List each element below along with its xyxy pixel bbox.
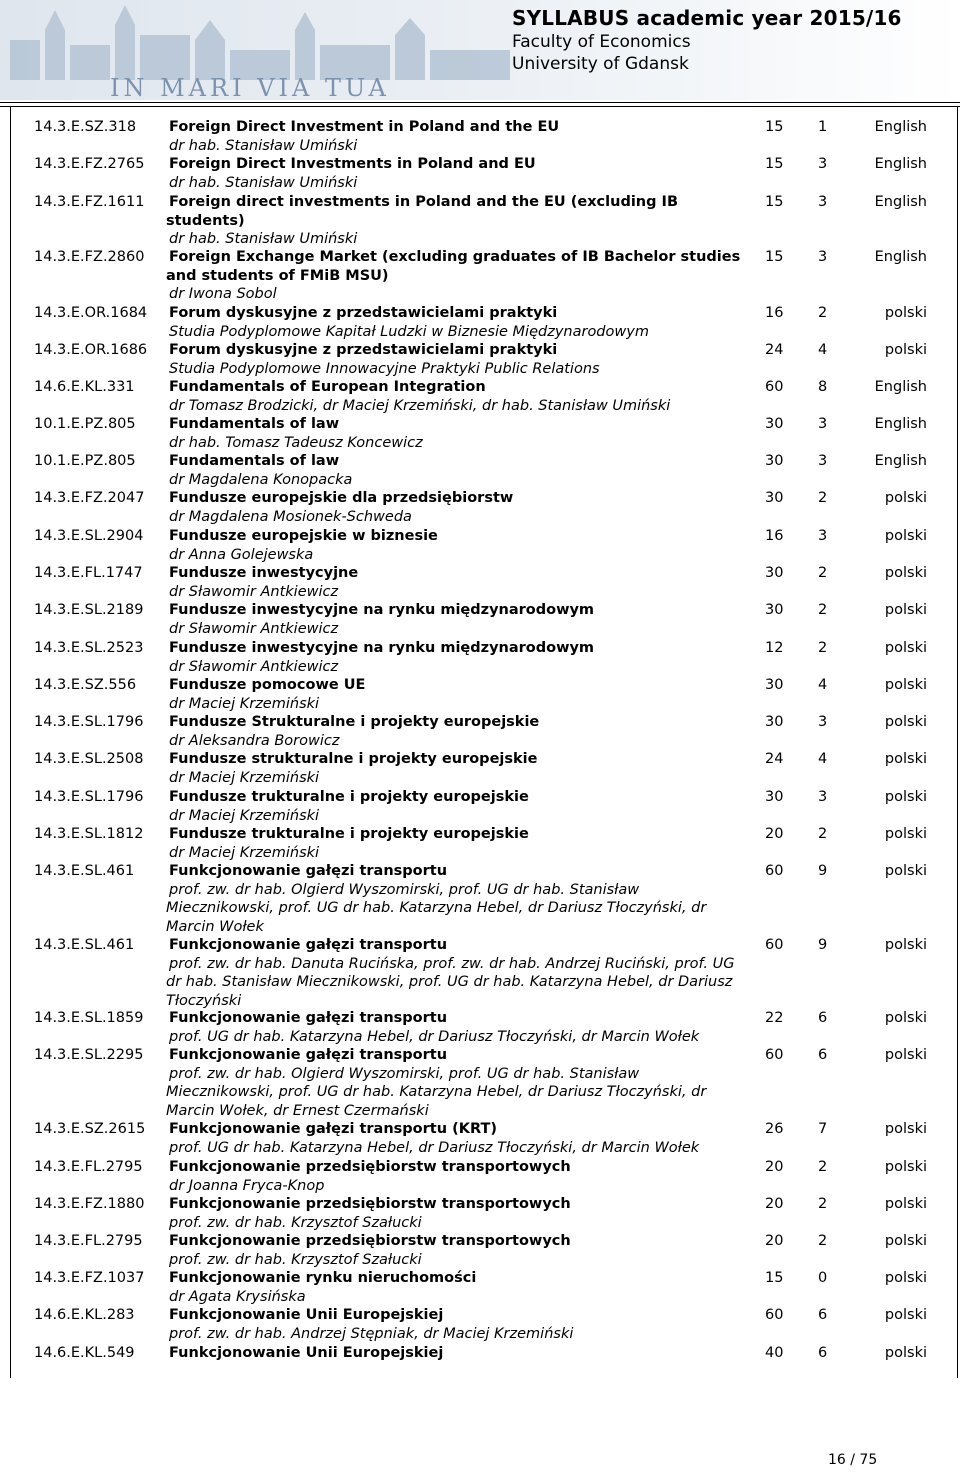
course-hours: 20 [765,1196,784,1212]
course-title: Funkcjonowanie gałęzi transportu [169,1010,448,1026]
course-lecturer: dr Agata Krysińska [169,1288,306,1305]
course-lecturer: dr Tomasz Brodzicki, dr Maciej Krzemiński, dr hab. Stanisław Umiński [169,397,671,414]
course-ects: 2 [818,1233,828,1249]
course-hours: 15 [765,119,784,135]
course-ects: 9 [818,937,828,953]
course-lecturer: prof. UG dr hab. Katarzyna Hebel, dr Dariusz Tłoczyński, dr Marcin Wołek [169,1139,700,1156]
course-title: Funkcjonowanie przedsiębiorstw transportowych [169,1196,571,1212]
course-hours: 20 [765,1233,784,1249]
course-code: 14.3.E.SL.2295 [34,1047,144,1063]
course-code: 14.3.E.SL.1812 [34,826,144,842]
course-title: Forum dyskusyjne z przedstawicielami praktyki [169,305,558,321]
course-code: 10.1.E.PZ.805 [34,453,136,469]
course-hours: 40 [765,1345,784,1361]
course-ects: 3 [818,249,828,265]
course-code: 14.3.E.FZ.1037 [34,1270,145,1286]
course-code: 10.1.E.PZ.805 [34,416,136,432]
course-ects: 0 [818,1270,828,1286]
course-code: 14.3.E.SL.2189 [34,602,144,618]
course-code: 14.3.E.SL.2523 [34,640,144,656]
course-lecturer: dr hab. Tomasz Tadeusz Koncewicz [169,434,423,451]
course-code: 14.3.E.SL.1859 [34,1010,144,1026]
course-language: polski [884,490,927,506]
course-language: polski [884,342,927,358]
course-lecturer: dr Maciej Krzemiński [169,844,320,861]
course-ects: 6 [818,1307,828,1323]
course-lecturer: prof. zw. dr hab. Danuta Rucińska, prof. zw. dr hab. Andrzej Ruciński, prof. UG [169,955,735,972]
course-ects: 3 [818,416,828,432]
course-hours: 30 [765,416,784,432]
course-language: polski [884,751,927,767]
course-title: Fundamentals of law [169,453,340,469]
course-ects: 2 [818,305,828,321]
course-code: 14.3.E.FZ.1880 [34,1196,145,1212]
course-ects: 3 [818,789,828,805]
course-lecturer: dr Maciej Krzemiński [169,769,320,786]
course-lecturer: Tłoczyński [166,992,242,1009]
course-ects: 2 [818,490,828,506]
course-title: Foreign Exchange Market (excluding graduates of IB Bachelor studies [169,249,741,265]
course-lecturer: dr Magdalena Mosionek-Schweda [169,508,412,525]
course-hours: 15 [765,194,784,210]
course-ects: 3 [818,453,828,469]
course-code: 14.3.E.FZ.1611 [34,194,145,210]
course-language: English [874,156,927,172]
course-title: Funkcjonowanie gałęzi transportu (KRT) [169,1121,497,1137]
course-code: 14.3.E.FL.2795 [34,1233,143,1249]
course-ects: 7 [818,1121,828,1137]
course-language: polski [884,1345,927,1361]
course-hours: 30 [765,602,784,618]
course-ects: 3 [818,156,828,172]
course-code: 14.6.E.KL.549 [34,1345,135,1361]
course-hours: 15 [765,156,784,172]
course-title: Fundusze Strukturalne i projekty europejskie [169,714,540,730]
course-ects: 4 [818,751,828,767]
course-hours: 26 [765,1121,784,1137]
course-language: polski [884,937,927,953]
course-lecturer: Marcin Wołek, dr Ernest Czermański [166,1102,429,1119]
course-title: Funkcjonowanie rynku nieruchomości [169,1270,477,1286]
course-hours: 30 [765,565,784,581]
course-ects: 3 [818,528,828,544]
banner-motto: IN MARI VIA TUA [110,74,390,100]
course-language: polski [884,565,927,581]
course-language: polski [884,1233,927,1249]
course-lecturer: Miecznikowski, prof. UG dr hab. Katarzyna Hebel, dr Dariusz Tłoczyński, dr [166,900,707,916]
course-lecturer: dr Magdalena Konopacka [169,471,353,488]
table-right-border [957,106,958,1378]
course-code: 14.3.E.FL.2795 [34,1159,143,1175]
course-title: Fundusze trukturalne i projekty europejskie [169,789,529,805]
course-language: polski [884,863,927,879]
course-hours: 16 [765,528,784,544]
table-left-border [10,106,11,1378]
course-hours: 22 [765,1010,784,1026]
course-hours: 60 [765,863,784,879]
course-ects: 2 [818,1196,828,1212]
course-hours: 20 [765,826,784,842]
course-language: polski [884,305,927,321]
course-hours: 24 [765,751,784,767]
course-title: Funkcjonowanie przedsiębiorstw transportowych [169,1233,571,1249]
course-language: English [874,416,927,432]
course-title: Funkcjonowanie gałęzi transportu [169,1047,448,1063]
course-title: Fundusze europejskie w biznesie [169,528,438,544]
course-hours: 30 [765,490,784,506]
course-ects: 2 [818,826,828,842]
city-skyline-logo [0,0,520,100]
university-name: University of Gdansk [512,54,689,74]
course-language: polski [884,789,927,805]
course-ects: 6 [818,1345,828,1361]
course-title: Foreign Direct Investment in Poland and the EU [169,119,560,135]
course-title: Fundusze europejskie dla przedsiębiorstw [169,490,514,506]
course-hours: 15 [765,249,784,265]
course-lecturer: Marcin Wołek [166,918,264,935]
course-lecturer: Studia Podyplomowe Kapitał Ludzki w Biznesie Międzynarodowym [169,323,649,340]
course-lecturer: prof. zw. dr hab. Olgierd Wyszomirski, prof. UG dr hab. Stanisław [169,1065,640,1082]
course-ects: 3 [818,714,828,730]
course-lecturer: prof. zw. dr hab. Olgierd Wyszomirski, prof. UG dr hab. Stanisław [169,881,640,898]
course-lecturer: prof. zw. dr hab. Andrzej Stępniak, dr Maciej Krzemiński [169,1325,574,1342]
course-ects: 4 [818,677,828,693]
course-code: 14.3.E.FZ.2860 [34,249,145,265]
course-code: 14.3.E.OR.1684 [34,305,148,321]
course-lecturer: prof. UG dr hab. Katarzyna Hebel, dr Dariusz Tłoczyński, dr Marcin Wołek [169,1028,700,1045]
course-title: Fundusze trukturalne i projekty europejskie [169,826,529,842]
course-language: polski [884,1047,927,1063]
course-language: polski [884,1196,927,1212]
course-ects: 9 [818,863,828,879]
course-hours: 30 [765,677,784,693]
course-title: Foreign direct investments in Poland and the EU (excluding IB [169,194,678,210]
faculty-name: Faculty of Economics [512,32,691,52]
course-title: Fundamentals of law [169,416,340,432]
course-title: Foreign Direct Investments in Poland and EU [169,156,536,172]
course-code: 14.3.E.SL.2508 [34,751,144,767]
course-title: Funkcjonowanie gałęzi transportu [169,937,448,953]
course-code: 14.3.E.SZ.2615 [34,1121,146,1137]
course-title: Funkcjonowanie Unii Europejskiej [169,1307,444,1323]
course-language: polski [884,602,927,618]
header-rule-top [0,102,960,103]
course-lecturer: prof. zw. dr hab. Krzysztof Szałucki [169,1214,422,1231]
course-hours: 60 [765,1307,784,1323]
course-language: polski [884,640,927,656]
course-lecturer: dr hab. Stanisław Umiński [169,231,358,247]
course-ects: 2 [818,640,828,656]
course-lecturer: dr Sławomir Antkiewicz [169,620,339,637]
course-language: polski [884,1270,927,1286]
course-ects: 2 [818,565,828,581]
course-title: students) [166,212,245,229]
course-lecturer: dr Iwona Sobol [169,286,277,302]
course-title: Funkcjonowanie przedsiębiorstw transportowych [169,1159,571,1175]
course-language: polski [884,1121,927,1137]
course-lecturer: dr Sławomir Antkiewicz [169,658,339,675]
course-ects: 2 [818,1159,828,1175]
course-lecturer: Miecznikowski, prof. UG dr hab. Katarzyna Hebel, dr Dariusz Tłoczyński, dr [166,1084,707,1100]
course-language: English [874,249,927,265]
course-lecturer: prof. zw. dr hab. Krzysztof Szałucki [169,1251,422,1268]
course-title: Fundusze inwestycyjne na rynku międzynarodowym [169,602,595,618]
course-code: 14.3.E.SL.2904 [34,528,144,544]
course-lecturer: dr Anna Golejewska [169,546,314,563]
header-rule-bottom [0,106,960,107]
course-title: Fundusze strukturalne i projekty europejskie [169,751,538,767]
course-ects: 1 [818,119,828,135]
course-ects: 6 [818,1010,828,1026]
course-hours: 24 [765,342,784,358]
course-language: English [874,379,927,395]
course-language: English [874,194,927,210]
course-hours: 60 [765,379,784,395]
course-language: polski [884,1159,927,1175]
course-ects: 3 [818,194,828,210]
course-code: 14.3.E.SZ.318 [34,119,137,135]
course-language: English [874,119,927,135]
course-hours: 12 [765,640,784,656]
course-code: 14.3.E.OR.1686 [34,342,148,358]
course-lecturer: dr hab. Stanisław Umiński [169,174,358,191]
course-title: Fundamentals of European Integration [169,379,486,395]
course-title: Fundusze pomocowe UE [169,677,366,693]
course-lecturer: dr Maciej Krzemiński [169,807,320,824]
course-hours: 16 [765,305,784,321]
course-language: polski [884,826,927,842]
syllabus-title: SYLLABUS academic year 2015/16 [512,6,902,30]
course-language: English [874,453,927,469]
course-title: and students of FMiB MSU) [166,267,389,284]
course-lecturer: dr Sławomir Antkiewicz [169,583,339,600]
course-hours: 20 [765,1159,784,1175]
course-hours: 30 [765,453,784,469]
course-title: Funkcjonowanie Unii Europejskiej [169,1345,444,1361]
course-language: polski [884,1010,927,1026]
course-ects: 2 [818,602,828,618]
course-language: polski [884,1307,927,1323]
course-language: polski [884,677,927,693]
course-code: 14.6.E.KL.283 [34,1307,135,1323]
course-title: Forum dyskusyjne z przedstawicielami praktyki [169,342,558,358]
course-lecturer: dr Aleksandra Borowicz [169,732,340,749]
course-title: Fundusze inwestycyjne [169,565,359,581]
course-code: 14.3.E.SL.1796 [34,714,144,730]
page-number: 16 / 75 [828,1452,878,1468]
course-language: polski [884,714,927,730]
course-ects: 4 [818,342,828,358]
course-hours: 15 [765,1270,784,1286]
course-code: 14.3.E.SL.1796 [34,789,144,805]
course-title: Fundusze inwestycyjne na rynku międzynarodowym [169,640,595,656]
course-ects: 6 [818,1047,828,1063]
course-language: polski [884,528,927,544]
course-lecturer: Studia Podyplomowe Innowacyjne Praktyki Public Relations [169,360,600,377]
course-code: 14.3.E.FZ.2047 [34,490,145,506]
course-code: 14.3.E.SL.461 [34,863,135,879]
course-lecturer: dr Maciej Krzemiński [169,695,320,712]
course-title: Funkcjonowanie gałęzi transportu [169,863,448,879]
course-lecturer: dr hab. Stanisław Umiński [169,137,358,154]
course-code: 14.6.E.KL.331 [34,379,135,395]
course-code: 14.3.E.FZ.2765 [34,156,145,172]
course-hours: 30 [765,789,784,805]
course-code: 14.3.E.SL.461 [34,937,135,953]
course-code: 14.3.E.FL.1747 [34,565,143,581]
course-lecturer: dr hab. Stanisław Miecznikowski, prof. UG dr hab. Katarzyna Hebel, dr Dariusz [166,974,733,990]
course-code: 14.3.E.SZ.556 [34,677,137,693]
course-hours: 60 [765,1047,784,1063]
course-lecturer: dr Joanna Fryca-Knop [169,1177,325,1194]
course-ects: 8 [818,379,828,395]
course-hours: 60 [765,937,784,953]
course-hours: 30 [765,714,784,730]
